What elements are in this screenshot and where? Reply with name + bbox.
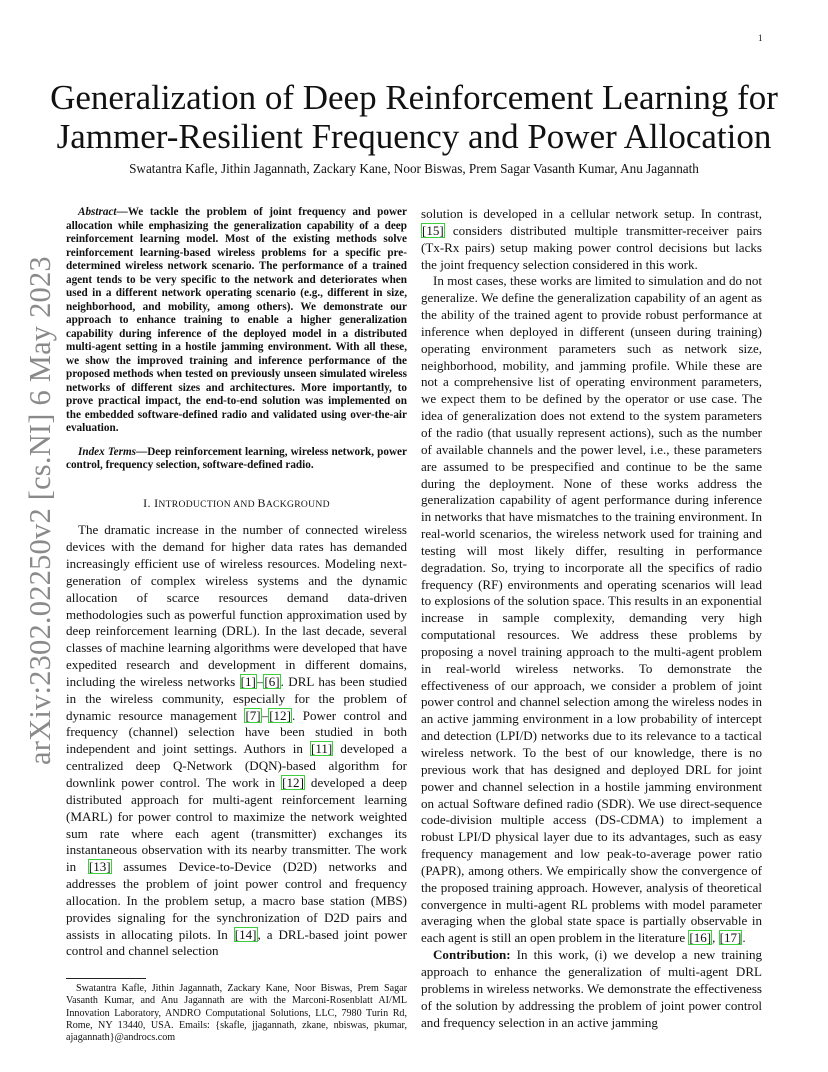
citation-link[interactable]: [17] bbox=[719, 930, 742, 946]
index-terms bbox=[66, 446, 407, 473]
page-number: 1 bbox=[758, 33, 763, 43]
citation-link[interactable]: [12] bbox=[269, 707, 291, 723]
author-affiliation-footnote: Swatantra Kafle, Jithin Jagannath, Zackary Kane, Noor Biswas, Prem Sagar Vasanth Kumar, and Anu Jagannath are with the Marconi-Rosenblatt AI/ML Innovation Laboratory, ANDRO Computational Solutions, LLC, 7980 Turin Rd, Rome, NY 13440, USA. Emails: {skafle, jjagannath, zkane, nbiswas, pkumar, ajagannath}@androcs.com bbox=[66, 983, 407, 1044]
contribution-body: In this work, (i) we develop a new training approach to enhance the generalization of multi-agent DRL problems in wireless networks. We demonstrate the effectiveness of the solution by addressing the problem of joint power control and frequency selection in an active jamming bbox=[421, 947, 762, 1030]
author-list: Swatantra Kafle, Jithin Jagannath, Zackary Kane, Noor Biswas, Prem Sagar Vasanth Kumar, Anu Jagannath bbox=[129, 161, 699, 176]
arxiv-identifier: arXiv:2302.02250v2 [cs.NI] 6 May 2023 bbox=[23, 256, 57, 765]
citation-link[interactable]: [6] bbox=[264, 673, 280, 689]
section-heading-initial-2: B bbox=[257, 495, 266, 510]
abstract-lead: Abstract bbox=[78, 206, 117, 218]
citation-link[interactable]: [1] bbox=[240, 673, 256, 689]
generalization-paragraph bbox=[421, 273, 762, 947]
body-text: In most cases, these works are limited to simulation and do not generalize. We define the generalization capability of an agent as the ability of the trained agent to provide robust performance at inference when deployed in different (unseen during training) operating environment parameters such as network size, neighborhood, mobility, and jamming profile. While these are not a comprehensive list of operating environment parameters, we expect them to be defined by the operator or use case. The idea of generalization does not extend to the system parameters of the radio (that usually represent actions), such as the number of available channels and the power level, i.e., these parameters are assumed to be prespecified and continue to be the same during the deployment. None of these works address the generalization capability of agent performance during inference in networks that have mismatches to the training environment. In real-world scenarios, the wireless network used for training and testing will most likely differ, resulting in performance degradation. So, trying to incorporate all the specifics of radio frequency (RF) environments and operating scenarios will lead to explosions of the solution space. This results in an exponential increase in sample complexity, demanding very high computational resources. We address these problems by proposing a novel training approach to the multi-agent problem in real-world wireless networks. To demonstrate the effectiveness of our approach, we consider a problem of joint power control and channel selection among the wireless nodes in an active jamming environment in a low probability of intercept and detection (LPI/D) networks due to its relevance to a tactical wireless network. To the best of our knowledge, there is no previous work that has designed and deployed DRL for joint power and channel selection in a hostile jamming environment on actual Software defined radio (SDR). We use direct-sequence code-division multiple access (DS-CDMA) to implement a robust LPI/D physical layer due to its advantages, such as easy frequency management and low peak-to-average power ratio (PAPR), among others. We empirically show the convergence of the proposed training approach. However, analysis of theoretical convergence in multi-agent RL problems with model parameter averaging when the global state space is partially observable in each agent is still an open problem in the literature bbox=[421, 273, 762, 946]
contribution-lead: Contribution: bbox=[433, 947, 511, 963]
citation-link[interactable]: [15] bbox=[422, 222, 444, 238]
citation-link[interactable]: [7] bbox=[245, 707, 261, 723]
right-column bbox=[421, 206, 762, 1031]
continued-paragraph bbox=[421, 206, 762, 273]
intro-text: – bbox=[256, 673, 264, 689]
intro-text: developed a deep distributed approach for multi-agent reinforcement learning (MARL) for power control to maximize the network weighted sum rate where each agent (transmitter) exchanges its instantaneous observation with its nearby transmitter. The work in bbox=[66, 775, 407, 875]
citation-link[interactable]: [16] bbox=[689, 930, 712, 946]
intro-text: The dramatic increase in the number of connected wireless devices with the demand for higher data rates has demanded increasingly efficient use of wireless resources. Modeling next-generation of complex wireless systems and the dynamic allocation of scarce resources demand data-driven methodologies such as powerful function approximation used by deep reinforcement learning (DRL). In the last decade, several classes of machine learning algorithms were developed that have expedited research and development in different domains, including the wireless networks bbox=[66, 522, 407, 689]
section-numeral: I. bbox=[143, 495, 155, 510]
citation-link[interactable]: [12] bbox=[282, 775, 304, 790]
section-heading-rest-2: ACKGROUND bbox=[265, 498, 330, 510]
intro-paragraph bbox=[66, 522, 407, 960]
citation-link[interactable]: [13] bbox=[88, 859, 111, 875]
intro-text: . Power control and frequency (channel) selection have been studied in both independent and joint settings. Authors in bbox=[66, 707, 407, 757]
intro-text: assumes Device-to-Device (D2D) networks and addresses the problem of joint power control and frequency allocation. In the problem setup, a macro base station (MBS) provides signaling for the synchronization of D2D pairs and assists in allocating pilots. In bbox=[66, 859, 407, 942]
body-text: , bbox=[712, 930, 719, 946]
body-text: considers distributed multiple transmitter-receiver pairs (Tx-Rx pairs) setup making power control decisions but lacks the joint frequency selection considered in this work. bbox=[421, 222, 762, 272]
citation-link[interactable]: [11] bbox=[311, 741, 333, 757]
footnote-divider bbox=[66, 978, 146, 979]
intro-text: . DRL has been studied in the wireless community, especially for the problem of dynamic resource management bbox=[66, 673, 407, 723]
abstract-body: —We tackle the problem of joint frequency and power allocation while emphasizing the generalization capability of a deep reinforcement learning model. Most of the existing methods solve reinforcement learning-based wireless problems for a specific pre-determined wireless network scenario. The performance of a trained agent tends to be very specific to the network and deteriorates when used in a different network operating scenario (e.g., different in size, neighborhood, and mobility, among others). We demonstrate our approach to enhance training to enable a higher generalization capability during inference of the deployed model in a distributed multi-agent setting in a hostile jamming environment. With all these, we show the improved training and inference performance of the proposed methods when tested on previously unseen simulated wireless networks of different sizes and architectures. More importantly, to prove practical impact, the end-to-end solution was implemented on the embedded software-defined radio and validated using over-the-air evaluation. bbox=[66, 206, 407, 434]
abstract bbox=[66, 206, 407, 436]
body-text: . bbox=[742, 930, 746, 946]
intro-text: – bbox=[261, 707, 269, 723]
index-terms-body: —Deep reinforcement learning, wireless network, power control, frequency selection, software-defined radio. bbox=[66, 445, 407, 471]
intro-text: developed a centralized deep Q-Network (DQN)-based algorithm for downlink power control. The work in bbox=[66, 741, 407, 790]
body-text: solution is developed in a cellular network setup. In contrast, bbox=[421, 206, 762, 221]
section-heading-initial-1: I bbox=[154, 495, 159, 510]
intro-text: , a DRL-based joint power control and channel selection bbox=[66, 926, 407, 959]
paper-title: Generalization of Deep Reinforcement Learning for Jammer-Resilient Frequency and Power Allocation bbox=[50, 78, 778, 156]
arxiv-stamp bbox=[8, 256, 72, 765]
contribution-paragraph bbox=[421, 947, 762, 1031]
citation-link[interactable]: [14] bbox=[234, 926, 257, 942]
left-column bbox=[66, 206, 407, 1044]
section-heading-rest-1: NTRODUCTION AND bbox=[158, 498, 258, 510]
section-heading bbox=[66, 495, 407, 514]
index-terms-lead: Index Terms bbox=[78, 445, 137, 458]
